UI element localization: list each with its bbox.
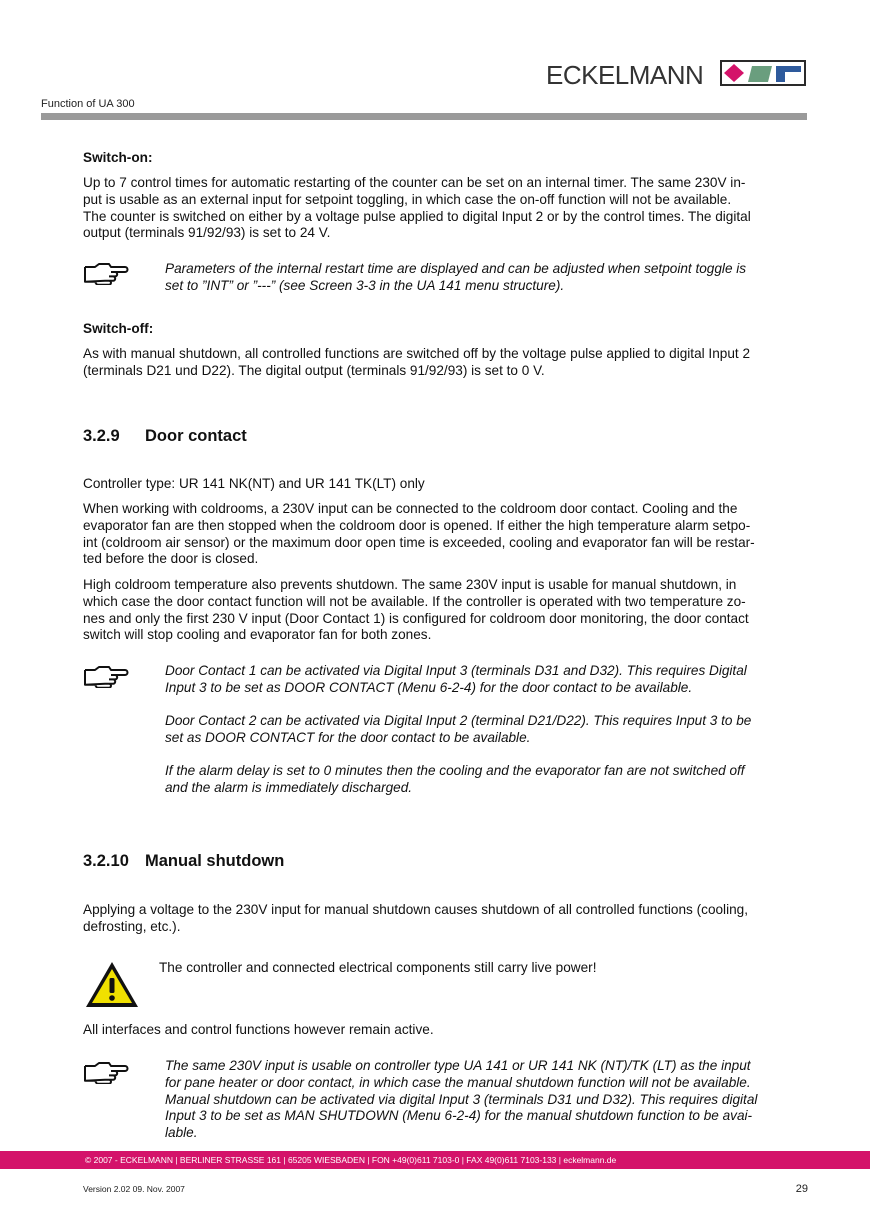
door-contact-paragraph-1: [83, 501, 805, 568]
pointing-hand-icon: [83, 1060, 129, 1084]
text-line: High coldroom temperature also prevents shutdown. The same 230V input is usable for manual shutdown, in: [83, 577, 737, 592]
interfaces-text: All interfaces and control functions however remain active.: [83, 1022, 434, 1037]
version-info: Version 2.02 09. Nov. 2007: [83, 1184, 185, 1194]
section-number: 3.2.10: [83, 852, 129, 870]
note-line: and the alarm is immediately discharged.: [165, 779, 413, 795]
switch-off-heading: Switch-off:: [83, 321, 154, 336]
note-line: Door Contact 2 can be activated via Digital Input 2 (terminal D21/D22). This requires Input 3 to be: [165, 713, 752, 728]
text-line: evaporator fan are then stopped when the coldroom door is opened. If either the high temperature alarm setpo-: [83, 517, 751, 533]
text-line: nes and only the first 230 V input (Door Contact 1) is configured for coldroom door monitoring, the door contact: [83, 610, 749, 626]
note-line: set as DOOR CONTACT for the door contact to be available.: [165, 729, 531, 745]
text-line: which case the door contact function will not be available. If the controller is operated with two temperature zo-: [83, 593, 746, 609]
door-contact-paragraph-2: [83, 577, 805, 644]
controller-type-text: Controller type: UR 141 NK(NT) and UR 141 TK(LT) only: [83, 476, 425, 491]
note-line: Input 3 to be set as DOOR CONTACT (Menu 6-2-4) for the door contact to be available.: [165, 679, 693, 695]
switch-on-paragraph: [83, 175, 805, 242]
manual-shutdown-heading: [83, 852, 284, 871]
section-heading-text: Door contact: [145, 427, 247, 445]
door-contact-note-1: [165, 663, 805, 697]
text-line: Applying a voltage to the 230V input for manual shutdown causes shutdown of all controlled functions (cooling,: [83, 902, 748, 917]
text-line: Up to 7 control times for automatic restarting of the counter can be set on an internal timer. The same 230V in-: [83, 175, 746, 190]
text-line: ted before the door is closed.: [83, 551, 259, 567]
footer-copyright: © 2007 - ECKELMANN | BERLINER STRASSE 161 | 65205 WIESBADEN | FON +49(0)611 7103-0 | FAX 49(0)611 7103-133 | eckelmann.de: [85, 1155, 617, 1165]
note-line: lable.: [165, 1125, 198, 1141]
text-line: output (terminals 91/92/93) is set to 24 V.: [83, 225, 331, 241]
note-line: Parameters of the internal restart time are displayed and can be adjusted when setpoint toggle is: [165, 261, 747, 276]
door-contact-note-3: [165, 763, 805, 797]
note-line: The same 230V input is usable on controller type UA 141 or UR 141 NK (NT)/TK (LT) as the input: [165, 1058, 751, 1073]
section-heading-text: Manual shutdown: [145, 852, 285, 870]
manual-shutdown-paragraph: [83, 902, 805, 936]
note-line: Door Contact 1 can be activated via Digital Input 3 (terminals D31 and D32). This requires Digital: [165, 663, 747, 678]
warning-triangle-icon: [84, 960, 140, 1010]
switch-on-note: [165, 261, 805, 295]
pointing-hand-icon: [83, 261, 129, 285]
logo-emblem: [720, 60, 806, 86]
pointing-hand-icon: [83, 664, 129, 688]
text-line: put is usable as an external input for setpoint toggling, in which case the on-off function will not be available.: [83, 191, 732, 207]
text-line: The counter is switched on either by a voltage pulse applied to digital Input 2 or by the control times. The digital: [83, 208, 751, 224]
text-line: defrosting, etc.).: [83, 918, 181, 934]
logo-wordmark: ECKELMANN: [546, 60, 704, 90]
page-number: 29: [795, 1183, 808, 1195]
text-line: As with manual shutdown, all controlled functions are switched off by the voltage pulse applied to digital Input 2: [83, 346, 751, 361]
footer-bar: [0, 1151, 870, 1169]
header-divider: [41, 113, 807, 120]
switch-on-heading: Switch-on:: [83, 150, 153, 165]
note-line: for pane heater or door contact, in which case the manual shutdown function will not be available.: [165, 1074, 751, 1090]
section-title: Function of UA 300: [41, 98, 135, 110]
manual-shutdown-note: [165, 1058, 805, 1142]
switch-off-paragraph: [83, 346, 805, 380]
text-line: When working with coldrooms, a 230V input can be connected to the coldroom door contact. Cooling and the: [83, 501, 738, 516]
text-line: switch will stop cooling and evaporator fan for both zones.: [83, 627, 432, 643]
logo-shapes-icon: [722, 62, 804, 84]
note-line: Manual shutdown can be activated via digital Input 3 (terminals D31 und D32). This requires digital: [165, 1091, 758, 1107]
note-line: Input 3 to be set as MAN SHUTDOWN (Menu 6-2-4) for the manual shutdown function to be avai-: [165, 1108, 753, 1124]
door-contact-note-2: [165, 713, 805, 747]
note-line: set to ”INT” or ”---” (see Screen 3-3 in the UA 141 menu structure).: [165, 277, 565, 293]
door-contact-heading: [83, 427, 247, 446]
text-line: int (coldroom air sensor) or the maximum door open time is exceeded, cooling and evaporator fan will be restar-: [83, 534, 755, 550]
section-number: 3.2.9: [83, 427, 120, 445]
text-line: (terminals D21 und D22). The digital output (terminals 91/92/93) is set to 0 V.: [83, 362, 545, 378]
live-power-warning: The controller and connected electrical components still carry live power!: [159, 960, 597, 975]
eckelmann-logo: [546, 58, 808, 88]
note-line: If the alarm delay is set to 0 minutes then the cooling and the evaporator fan are not switched off: [165, 763, 745, 778]
